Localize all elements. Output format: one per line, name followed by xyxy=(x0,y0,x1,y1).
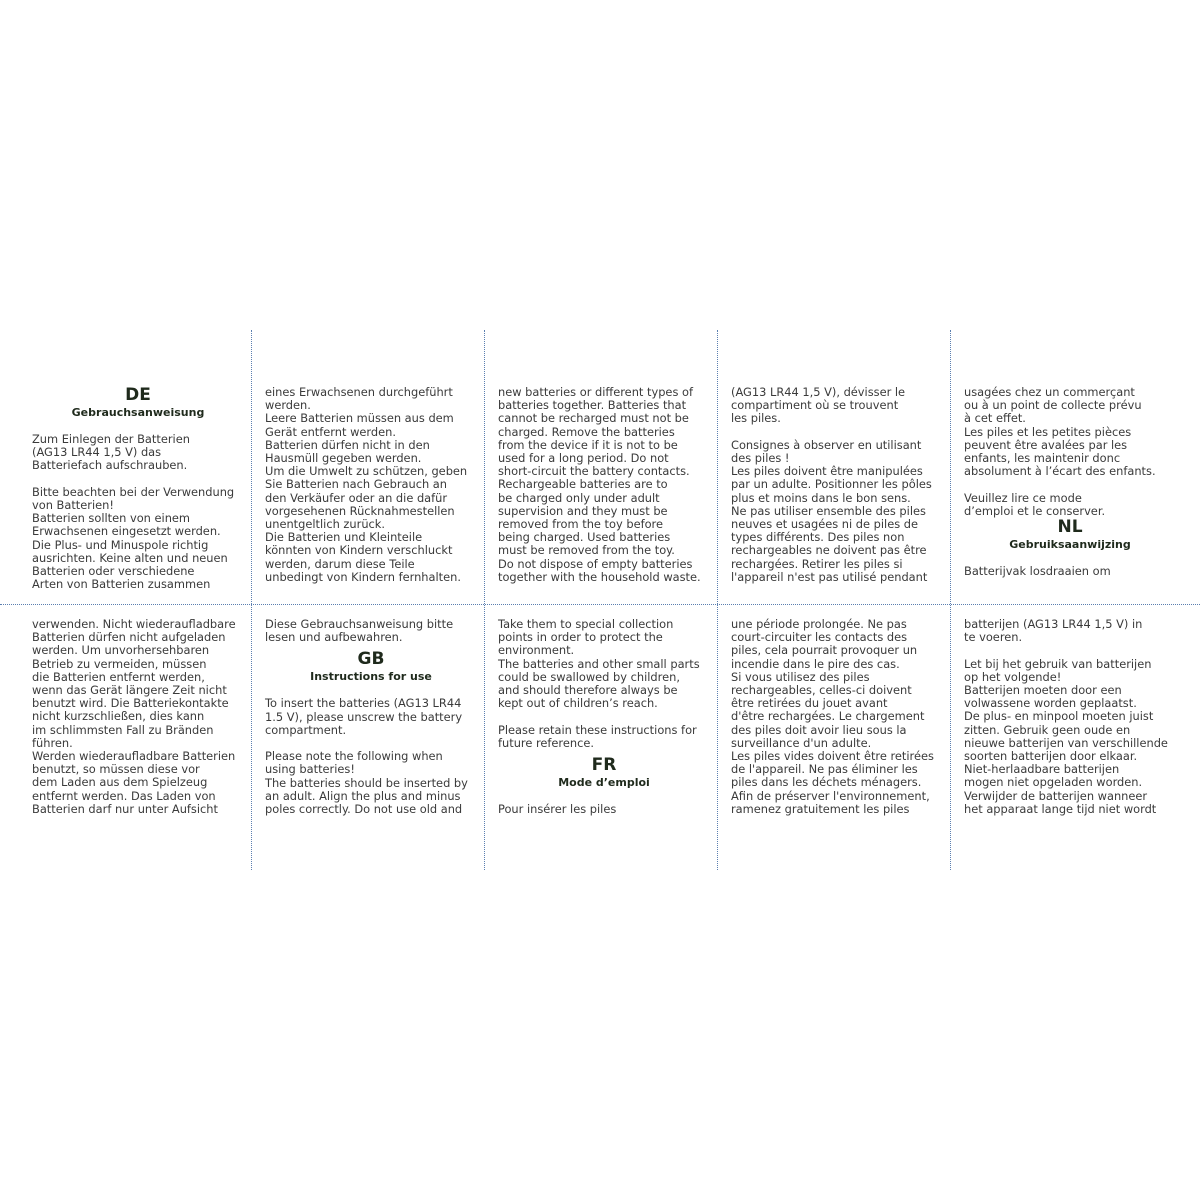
panel-bottom-4 xyxy=(731,618,943,816)
fold-line-vertical xyxy=(717,330,718,870)
section-title-fr: Mode d’emploi xyxy=(558,776,650,790)
panel-bottom-3 xyxy=(498,618,710,816)
paragraph: (AG13 LR44 1,5 V), dévisser le compartiment où se trouvent les piles. xyxy=(731,385,906,426)
panel-top-2 xyxy=(265,386,477,584)
paragraph: Let bij het gebruik van batterijen op het volgende! Batterijen moeten door een volwassene worden geplaatst. De plus- en minpool moeten juist zitten. Gebruik geen oude en nieuwe batterijen van verschillende soorten batterijen door elkaar. Niet-herlaadbare batterijen mogen niet opgeladen worden. Verwijder de batterijen wanneer het apparaat lange tijd niet wordt xyxy=(964,656,1168,816)
paragraph: Batterijvak losdraaien om xyxy=(964,564,1111,579)
instruction-sheet xyxy=(0,330,1200,870)
section-title-de: Gebrauchsanweisung xyxy=(71,406,205,419)
paragraph: batterijen (AG13 LR44 1,5 V) in te voeren. xyxy=(964,617,1143,645)
fold-line-vertical xyxy=(950,330,951,870)
paragraph: eines Erwachsenen durchgeführt werden. Leere Batterien müssen aus dem Gerät entfernt werden. Batterien dürfen nicht in den Hausmüll gegeben werden. Um die Umwelt zu schützen, geben Sie Batterien nach Gebrauch an den Verkäufer oder an die dafür vorgesehenen Rücknahmestellen unentgeltlich zurück. Die Batterien und Kleinteile könnten von Kindern verschluckt werden, darum diese Teile unbedingt von Kindern fernhalten. xyxy=(265,385,468,584)
paragraph: Consignes à observer en utilisant des piles ! Les piles doivent être manipulées par un adulte. Positionner les pôles plus et moins dans le bon sens. Ne pas utiliser ensemble des piles neuves et usagées ni de piles de types différents. Des piles non rechargeables ne doivent pas être rechargées. Retirer les piles si l'appareil n'est pas utilisé pendant xyxy=(731,437,932,584)
paragraph: Veuillez lire ce mode d’emploi et le conserver. xyxy=(964,490,1106,518)
panel-top-3 xyxy=(498,386,710,584)
section-code-fr: FR xyxy=(591,755,617,776)
panel-bottom-2 xyxy=(265,618,477,816)
paragraph: Pour insérer les piles xyxy=(498,802,617,817)
fold-line-horizontal xyxy=(0,604,1200,605)
paragraph: Zum Einlegen der Batterien (AG13 LR44 1,5 V) das Batteriefach aufschrauben. xyxy=(32,432,190,473)
panel-bottom-1 xyxy=(32,618,244,816)
section-title-nl: Gebruiksaanwijzing xyxy=(1009,538,1131,552)
paragraph: Please retain these instructions for future reference. xyxy=(498,722,697,750)
paragraph: new batteries or different types of batteries together. Batteries that cannot be recharged must not be charged. Remove the batteries from the device if it is not to be used for a long period. Do not short-circuit the battery contacts. Rechargeable batteries are to be charged only under adult supervision and they must be removed from the toy before being charged. Used batteries must be removed from the toy. Do not dispose of empty batteries together with the household waste. xyxy=(498,385,701,584)
panel-top-1 xyxy=(32,386,244,591)
paragraph: Take them to special collection points in order to protect the environment. The batteries and other small parts could be swallowed by children, and should therefore always be kept out of children’s reach. xyxy=(498,617,700,711)
section-code-nl: NL xyxy=(1057,517,1083,538)
paragraph: verwenden. Nicht wiederaufladbare Batterien dürfen nicht aufgeladen werden. Um unvorhersehbaren Betrieb zu vermeiden, müssen die Batterien entfernt werden, wenn das Gerät längere Zeit nicht benutzt wird. Die Batteriekontakte nicht kurzschließen, dies kann im schlimmsten Fall zu Bränden führen. Werden wiederaufladbare Batterien benutzt, so müssen diese vor dem Laden aus dem Spielzeug entfernt werden. Das Laden von Batterien darf nur unter Aufsicht xyxy=(32,617,236,816)
paragraph: une période prolongée. Ne pas court-circuiter les contacts des piles, cela pourrait provoquer un incendie dans le pire des cas. Si vous utilisez des piles rechargeables, celles-ci doivent être retirées du jouet avant d'être rechargées. Le chargement des piles doit avoir lieu sous la surveillance d'un adulte. Les piles vides doivent être retirées de l'appareil. Ne pas éliminer les piles dans les déchets ménagers. Afin de préserver l'environnement, ramenez gratuitement les piles xyxy=(731,617,934,816)
paragraph: Bitte beachten bei der Verwendung von Batterien! Batterien sollten von einem Erwachsenen eingesetzt werden. Die Plus- und Minuspole richtig ausrichten. Keine alten und neuen Batterien oder verschiedene Arten von Batterien zusammen xyxy=(32,484,235,592)
fold-line-vertical xyxy=(484,330,485,870)
panel-top-5 xyxy=(964,386,1176,578)
paragraph: Please note the following when using batteries! The batteries should be inserted by an adult. Align the plus and minus poles correctly. Do not use old and xyxy=(265,749,468,817)
section-code-de: DE xyxy=(125,385,151,405)
section-title-gb: Instructions for use xyxy=(310,670,432,684)
paragraph: To insert the batteries (AG13 LR44 1.5 V), please unscrew the battery compartment. xyxy=(265,696,463,737)
panel-top-4 xyxy=(731,386,943,584)
paragraph: Diese Gebrauchsanweisung bitte lesen und aufbewahren. xyxy=(265,617,454,645)
fold-line-vertical xyxy=(251,330,252,870)
section-code-gb: GB xyxy=(357,649,385,670)
panel-bottom-5 xyxy=(964,618,1176,816)
paragraph: usagées chez un commerçant ou à un point de collecte prévu à cet effet. Les piles et les petites pièces peuvent être avalées par les enfants, les maintenir donc absolument à l’écart des enfants. xyxy=(964,385,1156,479)
